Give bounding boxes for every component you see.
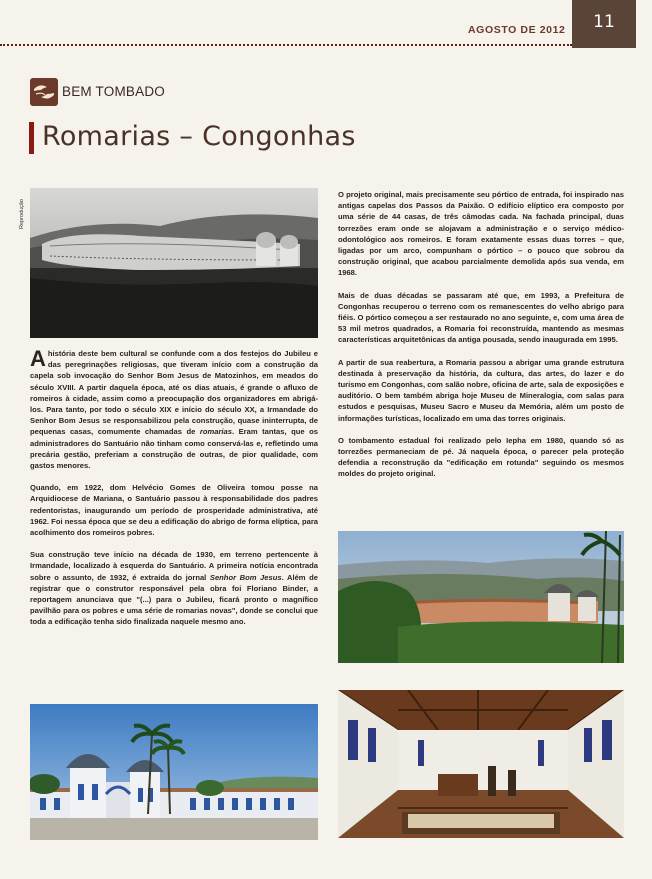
section-label: BEM TOMBADO <box>62 84 165 99</box>
article-title: Romarias – Congonhas <box>42 121 356 152</box>
text-emphasis: Senhor Bom Jesus <box>209 572 282 582</box>
text-run: história deste bem cultural se confunde com a dos festejos do Jubileu e das peregrinações religiosas, que tiveram início com a construção da capela sob invocação do Senhor Bom Jesus de Matozinhos, em meados do século XVIII. A partir daquela época, até os dias atuais, é grande o afluxo de romeiros à cidade, assim como a preocupação dos organizadores em abrigá-los. Para tanto, por todo o século XIX e início do século XX, a Irmandade do Senhor Bom Jesus se responsabilizou pela construção, quase ininterrupta, de pequenas casas, comumente chamadas de <box>30 349 318 437</box>
historic-photo <box>30 188 318 338</box>
header-divider <box>0 44 572 46</box>
photo-credit: Reprodução <box>19 199 25 229</box>
left-text-column <box>30 348 318 639</box>
text-run: . Além de registrar que o construtor responsável pela obra foi Floriano Binder, a reportagem anunciava que "(...) para o Jubileu, ficará pronto o magnífico pavilhão para os pobres e uma série de romarias novas", donde se conclui que toda a edificação tenha sido finalizada naquele mesmo ano. <box>30 572 318 627</box>
page-number: 11 <box>593 12 615 32</box>
paragraph <box>30 549 318 627</box>
drop-cap: A <box>30 346 46 371</box>
hands-logo-icon <box>30 78 58 106</box>
paragraph: O tombamento estadual foi realizado pelo Iepha em 1980, quando só as torrezões permaneciam de pé. Já naquela época, o parecer pela proteção defendia a reconstrução da "edificação em rotunda" seguindo os mesmos moldes do projeto original. <box>338 435 624 479</box>
portico-photo <box>30 704 318 840</box>
paragraph: O projeto original, mais precisamente seu pórtico de entrada, foi inspirado nas antigas capelas dos Passos da Paixão. O edifício elíptico era composto por uma série de 44 casas, de três câmodas cada. Na fachada principal, duas torrezões eram onde se alojavam a administração e o serviço médico-odontológico aos romeiros. E foram exatamente essas duas torres – que, ligadas por um arco, compunham o pórtico – o pouco que sobrou da construção original, que acabou parcialmente demolida após sua venda, em 1968. <box>338 190 624 278</box>
issue-date: AGOSTO DE 2012 <box>468 24 566 36</box>
text-run: Sua construção teve início na década de 1930, em terreno pertencente à Irmandade, localizado à esquerda do Santuário. A primeira notícia encontrada sobre o assunto, de 1932, é extraída do jornal <box>30 550 318 582</box>
text-run: . Eram tantas, que os administradores do Santuário não tinham como conservá-las e, refletindo uma precária gestão, preferiam a construção de outras, de pior qualidade, com gastos menores. <box>30 427 318 471</box>
title-accent-bar <box>29 122 34 154</box>
paragraph <box>30 348 318 471</box>
page-number-badge <box>572 0 636 48</box>
right-text-column <box>338 189 624 491</box>
paragraph: Quando, em 1922, dom Helvécio Gomes de Oliveira tomou posse na Arquidiocese de Mariana, o Santuário passou à responsabilidade dos padres redentoristas, inaugurando um período de prosperidade administrativa, até 1962. Foi nessa época que se deu a edificação do abrigo de forma elíptica, para acolhimento dos romeiros pobres. <box>30 483 318 538</box>
paragraph: Mais de duas décadas se passaram até que, em 1993, a Prefeitura de Congonhas recuperou o terreno com os remanescentes do velho abrigo para fiéis. O pórtico começou a ser restaurado no ano seguinte, e, com uma área de 53 mil metros quadrados, a Romaria foi reconstruída, mantendo as mesmas características arquitetônicas da antiga pousada, sendo inaugurada em 1995. <box>338 290 624 345</box>
paragraph: A partir de sua reabertura, a Romaria passou a abrigar uma grande estrutura destinada à preservação da história, da cultura, das artes, do lazer e do turismo em Congonhas, com salão nobre, oficina de arte, sala de exposições e auditório. O bem também abriga hoje Museu de Mineralogia, com salas para estudos e pesquisas, Museu Sacro e Museu da Memória, além um posto de informações turísticas, localizado em uma das torres originais. <box>338 357 624 423</box>
interior-photo <box>338 690 624 838</box>
text-emphasis: romarias <box>199 427 232 437</box>
aerial-view-photo <box>338 531 624 663</box>
